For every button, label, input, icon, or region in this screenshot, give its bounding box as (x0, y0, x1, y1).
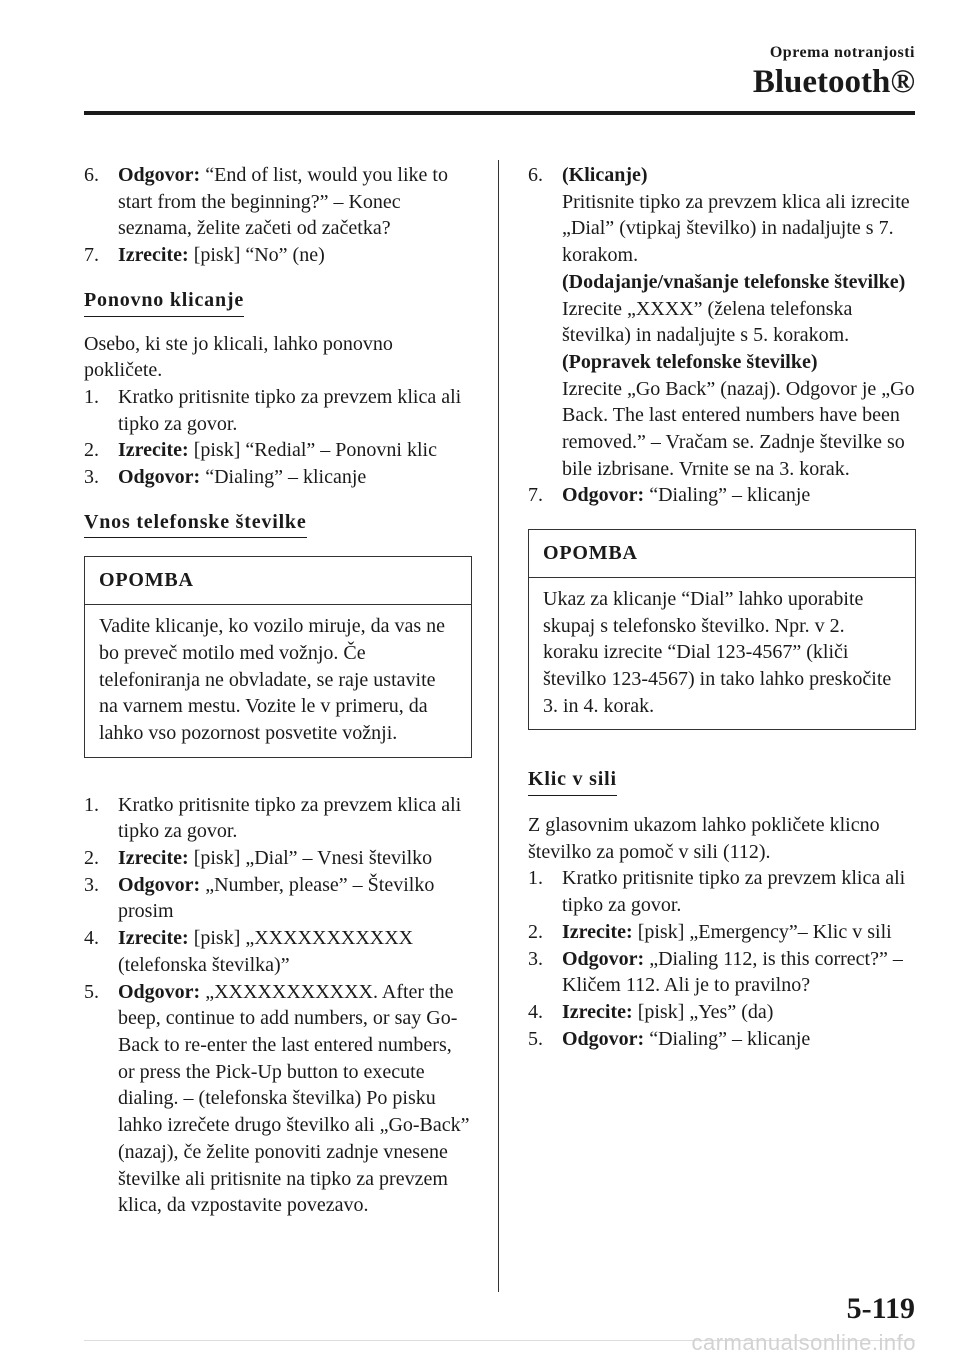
step-item: 4. Izrecite: [pisk] „Yes” (da) (528, 1000, 774, 1023)
step-item: 1. Kratko pritisnite tipko za prevzem klica ali tipko za govor. (528, 867, 906, 917)
step-item: 6. Odgovor: “End of list, would you like to start from the beginning?” – Konec seznama, želite začeti od začetka? (84, 164, 448, 240)
heading-emergency: Klic v sili (528, 766, 617, 796)
step-item: 1. Kratko pritisnite tipko za prevzem klica ali tipko za govor. (84, 385, 462, 435)
step-item: 4. Izrecite: [pisk] „XXXXXXXXXXX (telefonska številka)” (84, 927, 414, 976)
emergency-intro: Z glasovnim ukazom lahko pokličete klicno številko za pomoč v sili (112). (528, 814, 880, 863)
step-item: 2. Izrecite: [pisk] „Emergency”– Klic v sili (528, 920, 892, 943)
step-item: 7. Izrecite: [pisk] “No” (ne) (84, 244, 325, 267)
redial-intro: Osebo, ki ste jo klicali, lahko ponovno pokličete. (84, 332, 393, 382)
section-name: Oprema notranjosti (769, 44, 915, 61)
watermark: carmanualsonline.info (691, 1330, 916, 1355)
step-item: 6. (Klicanje) Pritisnite tipko za prevzem klica ali izrecite „Dial” (vtipkaj številko) in nadaljujte s 7. korakom. (Dodajanje/vnašanje telefonske številke) Izrecite „XXXX” (želena telefonska številka) in nadaljujte s 5. korakom. (Popravek telefonske številke) Izrecite „Go Back” (nazaj). Odgovor je „Go Back. The last entered numbers have been removed.” – Vračam se. Zadnje številke so bile izbrisane. Vrnite se na 3. korak. (528, 164, 915, 480)
heading-redial: Ponovno klicanje (84, 287, 244, 317)
step-list-a (84, 162, 472, 269)
note-title: OPOMBA (85, 557, 471, 605)
page-title: Bluetooth® (752, 64, 915, 100)
sub-heading: (Dodajanje/vnašanje telefonske številke) (562, 270, 906, 293)
step-item: 2. Izrecite: [pisk] „Dial” – Vnesi številko (84, 847, 433, 870)
note-title: OPOMBA (529, 530, 915, 578)
note-text: Ukaz za klicanje “Dial” lahko uporabite skupaj s telefonsko številko. Npr. v 2. koraku izrecite “Dial 123-4567” (kliči številko 123-4567) in tako lahko preskočite 3. in 4. korak. (543, 587, 892, 717)
step-item: 3. Odgovor: „Dialing 112, is this correct?” – Kličem 112. Ali je to pravilno? (528, 947, 903, 997)
step-item: 7. Odgovor: “Dialing” – klicanje (528, 484, 811, 507)
step-item: 2. Izrecite: [pisk] “Redial” – Ponovni klic (84, 439, 437, 462)
step-item: 5. Odgovor: “Dialing” – klicanje (528, 1027, 811, 1050)
step-item: 1. Kratko pritisnite tipko za prevzem klica ali tipko za govor. (84, 793, 462, 843)
heading-enter-number: Vnos telefonske številke (84, 509, 307, 539)
sub-heading: (Popravek telefonske številke) (562, 350, 818, 373)
right-column (528, 162, 916, 1052)
header-divider (84, 111, 915, 115)
step-item: 3. Odgovor: “Dialing” – klicanje (84, 466, 367, 489)
left-column (84, 162, 472, 1219)
column-divider (498, 160, 499, 1292)
note-box (528, 529, 916, 730)
page-number: 5-119 (846, 1292, 915, 1325)
note-text: Vadite klicanje, ko vozilo miruje, da vas ne bo preveč motilo med vožnjo. Če telefoniranja ne obvladate, se raje ustavite na varnem mestu. Vozite le v primeru, da lahko vso pozornost posvetite vožnji. (99, 615, 446, 744)
step-item: 3. Odgovor: „Number, please” – Številko prosim (84, 873, 435, 923)
step-item: 5. Odgovor: „XXXXXXXXXXX. After the beep, continue to add numbers, or say Go-Back to re-enter the last entered numbers, or press the Pick-Up button to execute dialing. – (telefonska številka) Po pisku lahko izrečete drugo številko ali „Go-Back” (nazaj), če želite ponoviti zadnje vnesene številke ali pritisnite na tipko za prevzem klica, da vzpostavite povezavo. (84, 980, 470, 1217)
sub-heading: (Klicanje) (562, 164, 648, 186)
note-box (84, 556, 472, 757)
